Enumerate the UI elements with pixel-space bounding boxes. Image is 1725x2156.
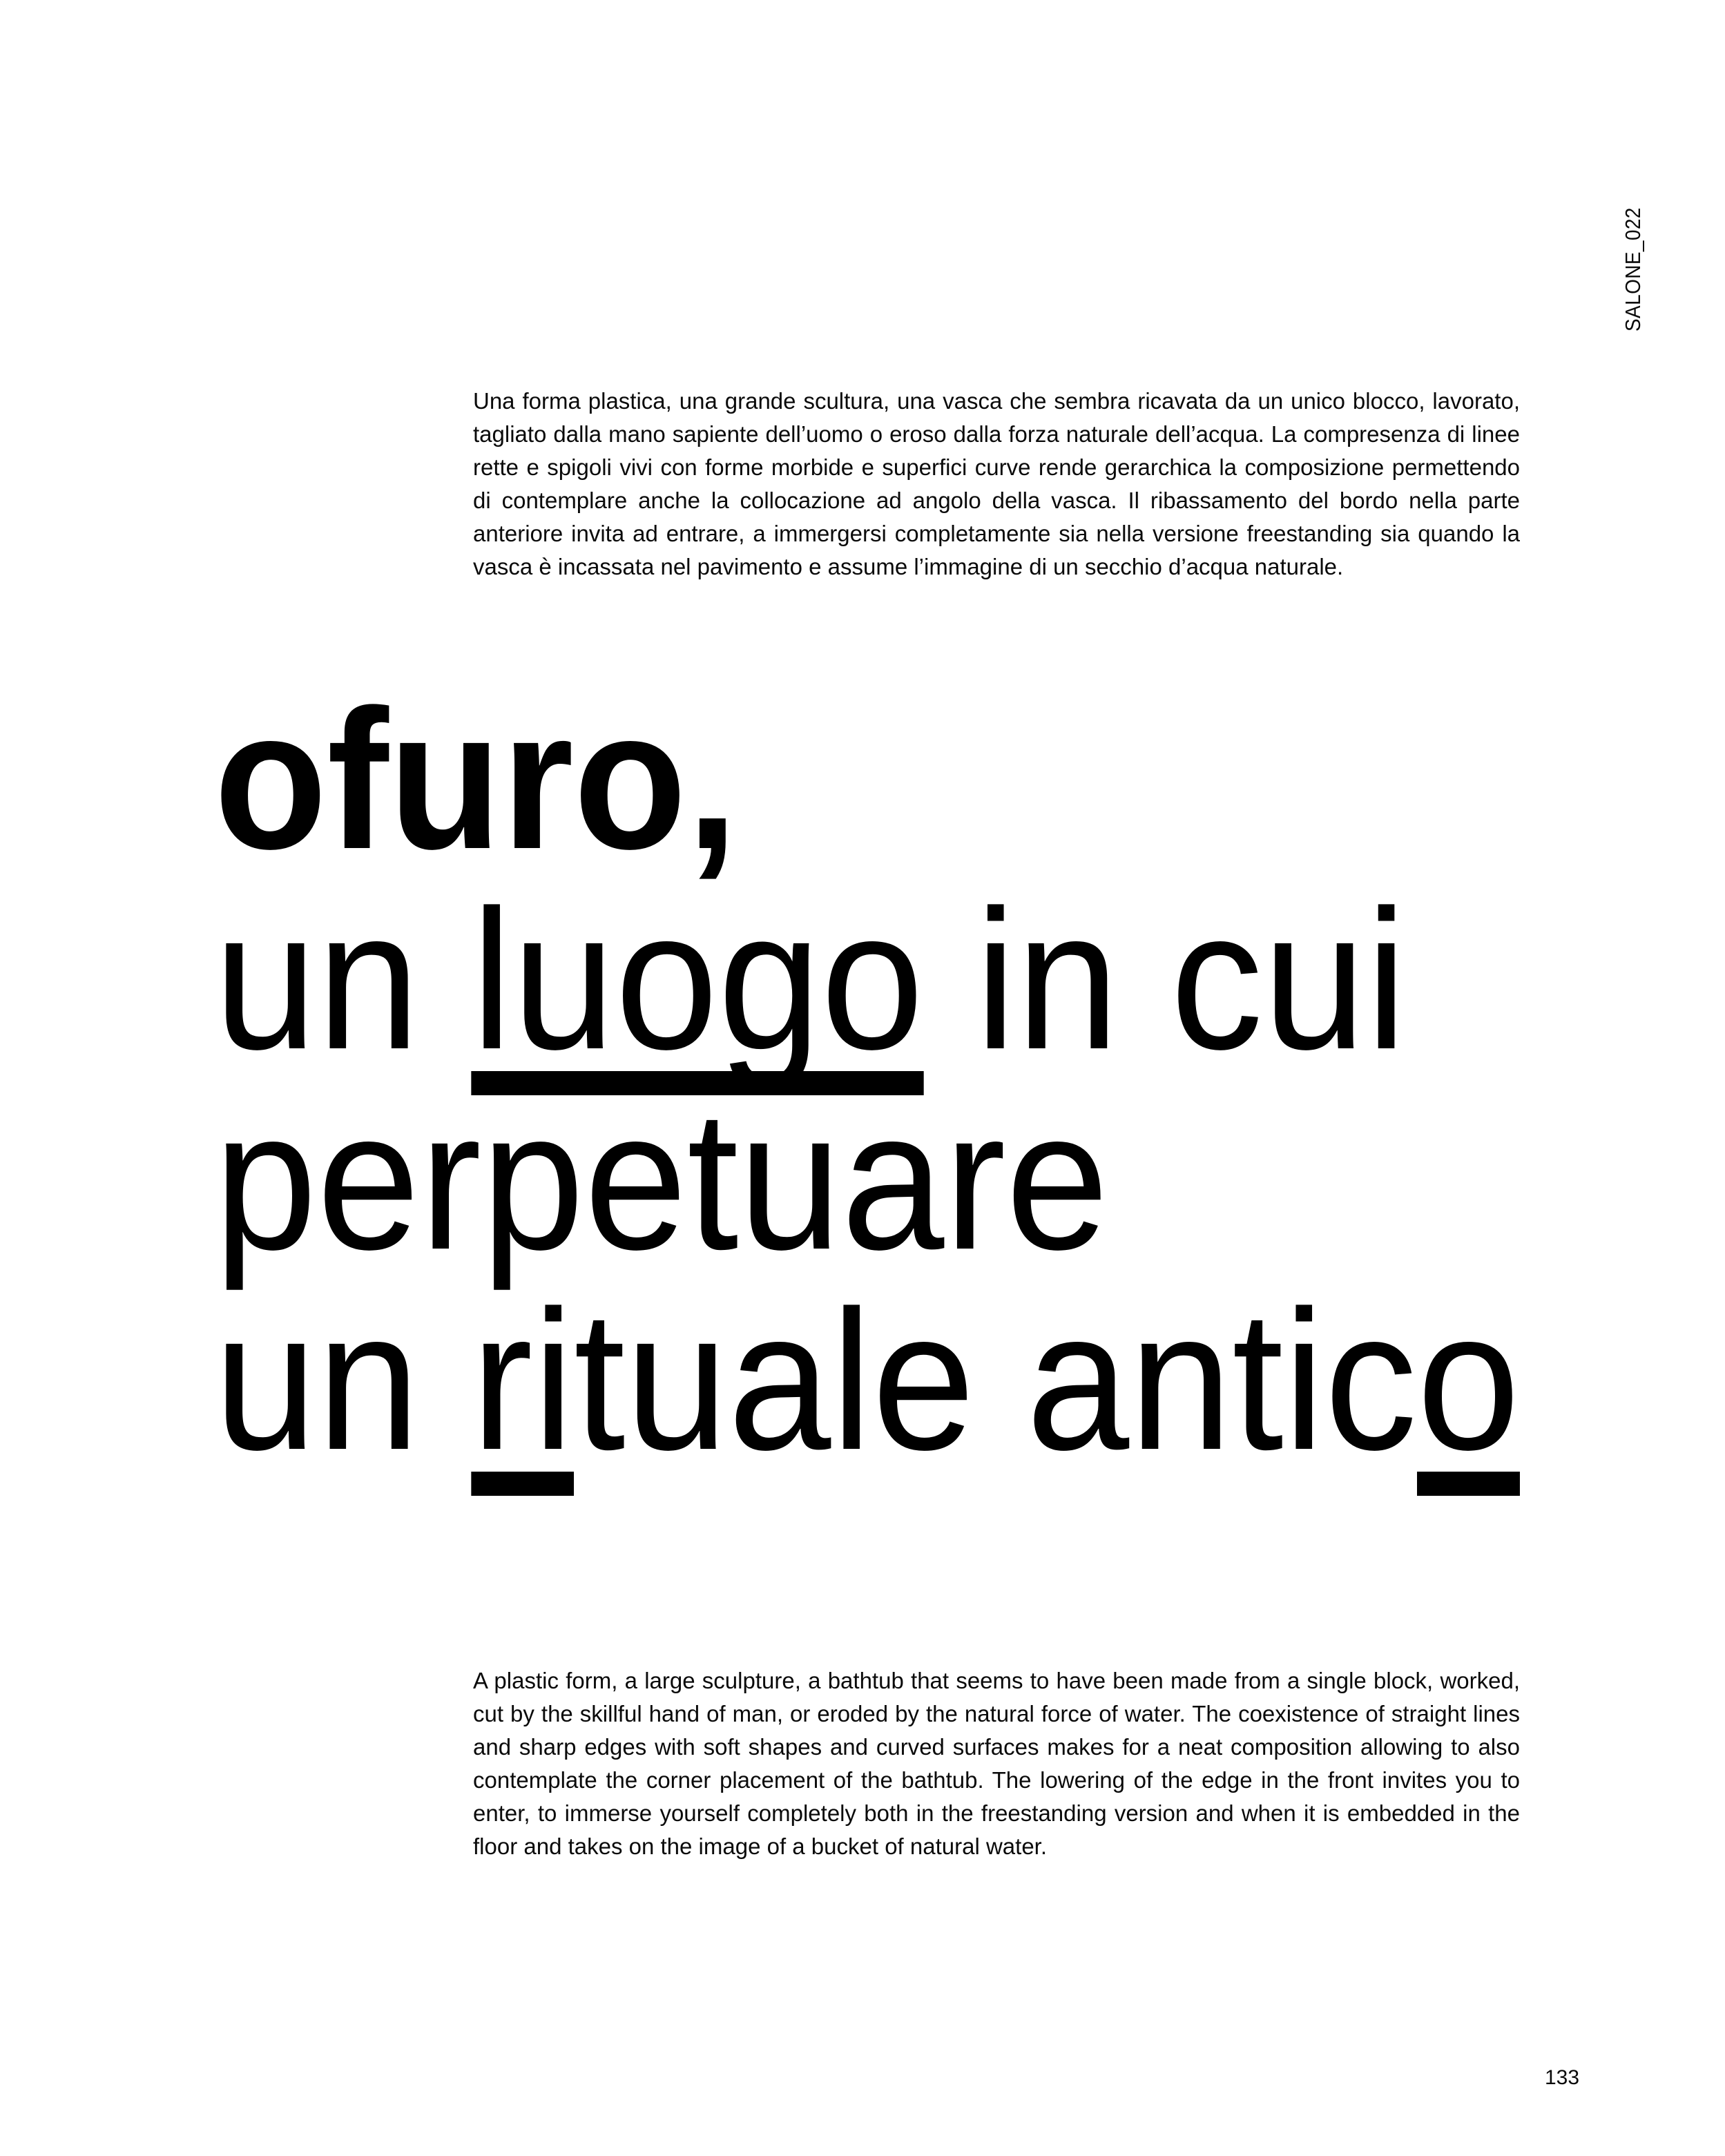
page-number: 133 xyxy=(1545,2066,1580,2089)
headline-line-4-underlined-end: o xyxy=(1417,1269,1520,1492)
headline-line-2-post: in cui xyxy=(923,869,1407,1091)
headline-line-4-underlined-start: ri xyxy=(471,1269,575,1492)
headline-line-3: perpetuare xyxy=(214,1069,1109,1291)
headline-line-1: ofuro, xyxy=(214,668,738,891)
body-paragraph-english: A plastic form, a large sculpture, a bathtub that seems to have been made from a single block, worked, cut by the skillful hand of man, or eroded by the natural force of water. The coexistence of straight lines and sharp edges with soft shapes and curved surfaces makes for a neat composition allowing to also contemplate the corner placement of the bathtub. The lowering of the edge in the front invites you to enter, to immerse yourself completely both in the freestanding version and when it is embedded in the floor and takes on the image of a bucket of natural water. xyxy=(473,1668,1520,1859)
headline-line-2-underlined-word: luogo xyxy=(471,869,924,1091)
headline-line-4-mid: tuale antic xyxy=(574,1269,1418,1492)
headline-line-4-pre: un xyxy=(214,1269,472,1492)
edge-label: SALONE_022 xyxy=(1621,207,1645,331)
headline-line-4 xyxy=(214,1269,1520,1492)
edge-label-box xyxy=(1621,207,1670,331)
intro-paragraph-italian: Una forma plastica, una grande scultura, una vasca che sembra ricavata da un unico blocco, lavorato, tagliato dalla mano sapiente dell’uomo o eroso dalla forza naturale dell’acqua. La compresenza di linee rette e spigoli vivi con forme morbide e superfici curve rende gerarchica la composizione permettendo di contemplare anche la collocazione ad angolo della vasca. Il ribassamento del bordo nella parte anteriore invita ad entrare, a immergersi completamente sia nella versione freestanding sia quando la vasca è incassata nel pavimento e assume l’immagine di un secchio d’acqua naturale. xyxy=(473,388,1520,579)
headline-line-2 xyxy=(214,869,1520,1091)
headline-line-2-pre: un xyxy=(214,869,472,1091)
headline xyxy=(214,668,1520,1492)
